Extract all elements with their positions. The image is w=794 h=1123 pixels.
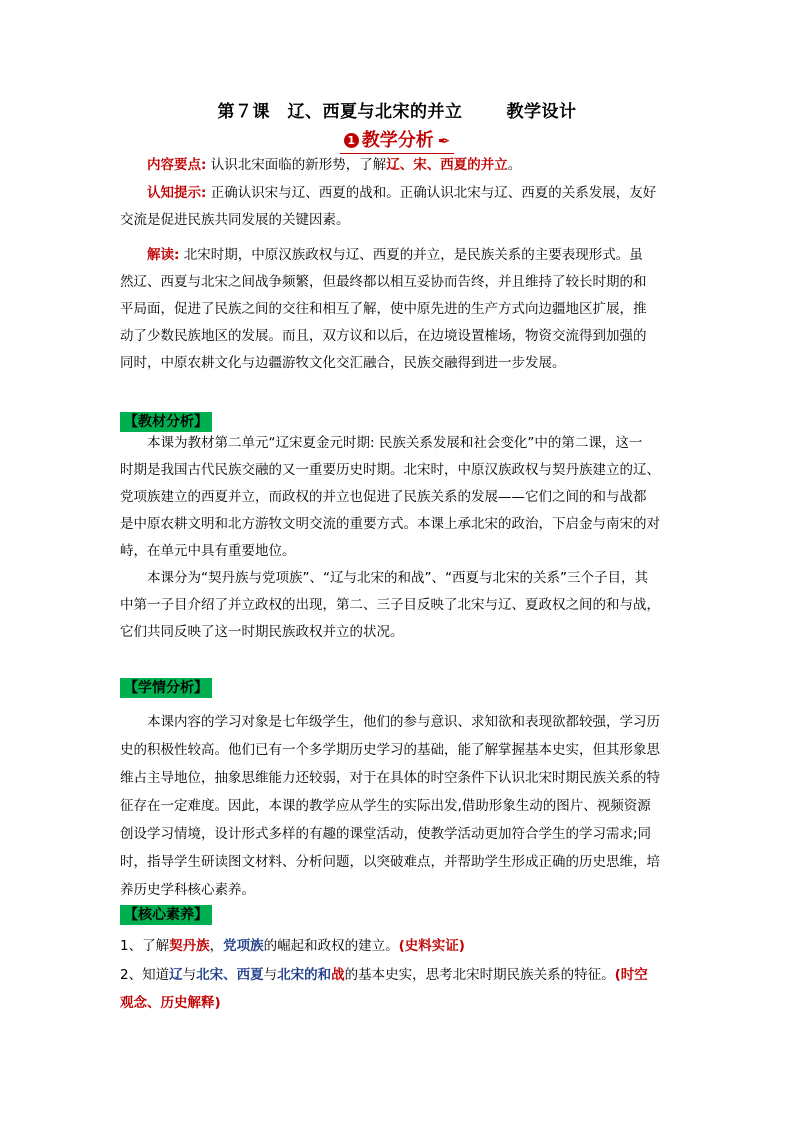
content-points-highlight: 辽、宋、西夏的并立 (386, 157, 508, 173)
content-points-text: 认识北宋面临的新形势，了解 (210, 157, 387, 173)
learner-analysis-line: 时，指导学生研读图文材料、分析问题，以突破难点，并帮助学生形成正确的历史思维，培 (120, 854, 660, 870)
textbook-analysis-heading: 【教材分析】 (120, 412, 212, 432)
learner-analysis-line: 养历史学科核心素养。 (120, 882, 255, 898)
learner-analysis-line: 征存在一定难度。因此，本课的教学应从学生的实际出发,借助形象生动的图片、视频资源 (120, 798, 651, 814)
interpretation-line: 平局面，促进了民族之间的交往和相互了解，使中原先进的生产方式向边疆地区扩展，推 (120, 301, 647, 317)
banner-title: 教学分析 (361, 130, 434, 151)
interpretation-line: 动了少数民族地区的发展。而且，双方议和以后，在边境设置榷场，物资交流得到加强的 (120, 328, 647, 344)
interpretation-line: 然辽、西夏与北宋之间战争频繁，但最终都以相互妥协而告终，并且维持了较长时期的和 (120, 274, 647, 290)
textbook-analysis-line: 它们共同反映了这一时期民族政权并立的状况。 (120, 624, 404, 640)
literacy-tag: 观念、历史解释) (120, 995, 221, 1011)
textbook-analysis-line: 本课分为“契丹族与党项族”、“辽与北宋的和战”、“西夏与北宋的关系”三个子目，其 (147, 570, 648, 586)
cognition-line-1: 认知提示: 正确认识宋与辽、西夏的战和。正确认识北宋与辽、西夏的关系发展，友好 (147, 185, 657, 201)
learner-analysis-line: 史的积极性较高。他们已有一个多学期历史学习的基础，能了解掌握基本史实，但其形象思 (120, 742, 660, 758)
textbook-analysis-line: 党项族建立的西夏并立，而政权的并立也促进了民族关系的发展——它们之间的和与战都 (120, 489, 647, 505)
learner-analysis-line: 本课内容的学习对象是七年级学生，他们的参与意识、求知欲和表现欲都较强，学习历 (147, 714, 660, 730)
textbook-analysis-line: 是中原农耕文明和北方游牧文明交流的重要方式。本课上承北宋的政治，下启金与南宋的对 (120, 516, 660, 532)
interpretation-label: 解读 (147, 247, 174, 263)
cognition-line-2: 交流是促进民族共同发展的关键因素。 (120, 212, 350, 228)
textbook-analysis-line: 中第一子目介绍了并立政权的出现，第二、三子目反映了北宋与辽、夏政权之间的和与战， (120, 597, 660, 613)
core-literacy-heading: 【核心素养】 (120, 905, 212, 925)
circled-number-badge: 1 (344, 133, 359, 148)
textbook-analysis-line: 峙，在单元中具有重要地位。 (120, 543, 296, 559)
document-title (0, 97, 794, 122)
core-literacy-item-2: 2、知道辽与北宋、西夏与北宋的和战的基本史实，思考北宋时期民族关系的特征。(时空 (120, 967, 648, 983)
core-literacy-item-1: 1、了解契丹族，党项族的崛起和政权的建立。(史料实证) (120, 938, 465, 954)
teaching-analysis-banner (0, 126, 794, 154)
learner-analysis-line: 创设学习情境，设计形式多样的有趣的课堂活动，使教学活动更加符合学生的学习需求;同 (120, 826, 652, 842)
content-points-line: 内容要点: 认识北宋面临的新形势，了解辽、宋、西夏的并立。 (147, 157, 522, 173)
learner-analysis-heading: 【学情分析】 (120, 678, 212, 698)
content-points-label: 内容要点 (147, 157, 201, 173)
cognition-label: 认知提示 (147, 185, 201, 201)
title-design: 教学设计 (506, 102, 577, 122)
literacy-tag: (史料实证) (398, 938, 465, 954)
interpretation-line-1: 解读: 北宋时期，中原汉族政权与辽、西夏的并立，是民族关系的主要表现形式。虽 (147, 247, 643, 263)
core-literacy-item-2-cont (120, 990, 680, 1017)
title-lesson: 第７课 辽、西夏与北宋的并立 (217, 102, 463, 122)
textbook-analysis-line: 时期是我国古代民族交融的又一重要历史时期。北宋时，中原汉族政权与契丹族建立的辽、 (120, 462, 660, 478)
literacy-tag: (时空 (614, 967, 648, 983)
textbook-analysis-line: 本课为教材第二单元“辽宋夏金元时期: 民族关系发展和社会变化”中的第二课，这一 (147, 435, 643, 451)
interpretation-line: 同时，中原农耕文化与边疆游牧文化交汇融合，民族交融得到进一步发展。 (120, 355, 566, 371)
learner-analysis-line: 维占主导地位，抽象思维能力还较弱，对于在具体的时空条件下认识北宋时期民族关系的特 (120, 770, 660, 786)
pen-icon: ✒ (437, 132, 451, 150)
